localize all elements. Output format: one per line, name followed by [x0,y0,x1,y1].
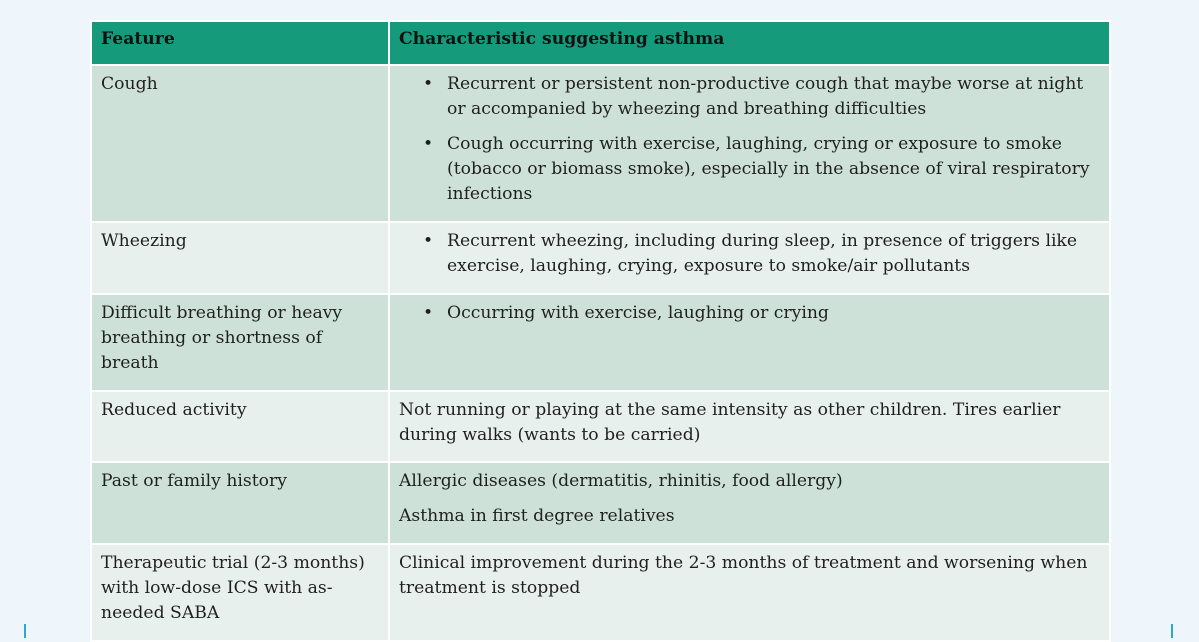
feature-cell: Wheezing [91,222,389,294]
asthma-features-table [90,20,1111,642]
bullet-icon: • [423,134,434,154]
bullet-item [423,72,1099,122]
column-header-characteristic: Characteristic suggesting asthma [389,21,1110,65]
table-row [91,544,1110,641]
table-header-row [91,21,1110,65]
bullet-list [399,301,1099,326]
bullet-list [399,229,1099,279]
bullet-item [423,301,1099,326]
characteristic-text: Allergic diseases (dermatitis, rhinitis, food allergy) [399,471,843,491]
feature-cell: Past or family history [91,462,389,544]
bullet-list [399,72,1099,207]
characteristic-cell [389,544,1110,641]
characteristic-cell [389,391,1110,462]
bullet-text: Occurring with exercise, laughing or crying [447,303,829,323]
table-row [91,294,1110,391]
left-edge-marker [24,624,26,638]
bullet-icon: • [423,231,434,251]
characteristic-text: Clinical improvement during the 2-3 months of treatment and worsening when treatment is stopped [399,553,1088,598]
bullet-icon: • [423,74,434,94]
bullet-item [423,132,1099,207]
column-header-feature: Feature [91,21,389,65]
bullet-item [423,229,1099,279]
right-edge-marker [1171,624,1173,638]
characteristic-text: Asthma in first degree relatives [399,506,675,526]
characteristic-cell [389,65,1110,222]
table-row [91,462,1110,544]
feature-cell: Reduced activity [91,391,389,462]
feature-cell: Therapeutic trial (2-3 months) with low-dose ICS with as-needed SABA [91,544,389,641]
bullet-text: Recurrent or persistent non-productive cough that maybe worse at night or accompanied by wheezing and breathing difficulties [447,74,1084,119]
bullet-icon: • [423,303,434,323]
bullet-text: Recurrent wheezing, including during sleep, in presence of triggers like exercise, laughing, crying, exposure to smoke/air pollutants [447,231,1078,276]
feature-cell: Cough [91,65,389,222]
characteristic-cell [389,462,1110,544]
characteristic-cell [389,294,1110,391]
characteristic-cell [389,222,1110,294]
table-row [91,65,1110,222]
table-row [91,222,1110,294]
feature-cell: Difficult breathing or heavy breathing or shortness of breath [91,294,389,391]
characteristic-text: Not running or playing at the same intensity as other children. Tires earlier during walks (wants to be carried) [399,400,1061,445]
table-row [91,391,1110,462]
bullet-text: Cough occurring with exercise, laughing, crying or exposure to smoke (tobacco or biomass smoke), especially in the absence of viral respiratory infections [447,134,1090,204]
